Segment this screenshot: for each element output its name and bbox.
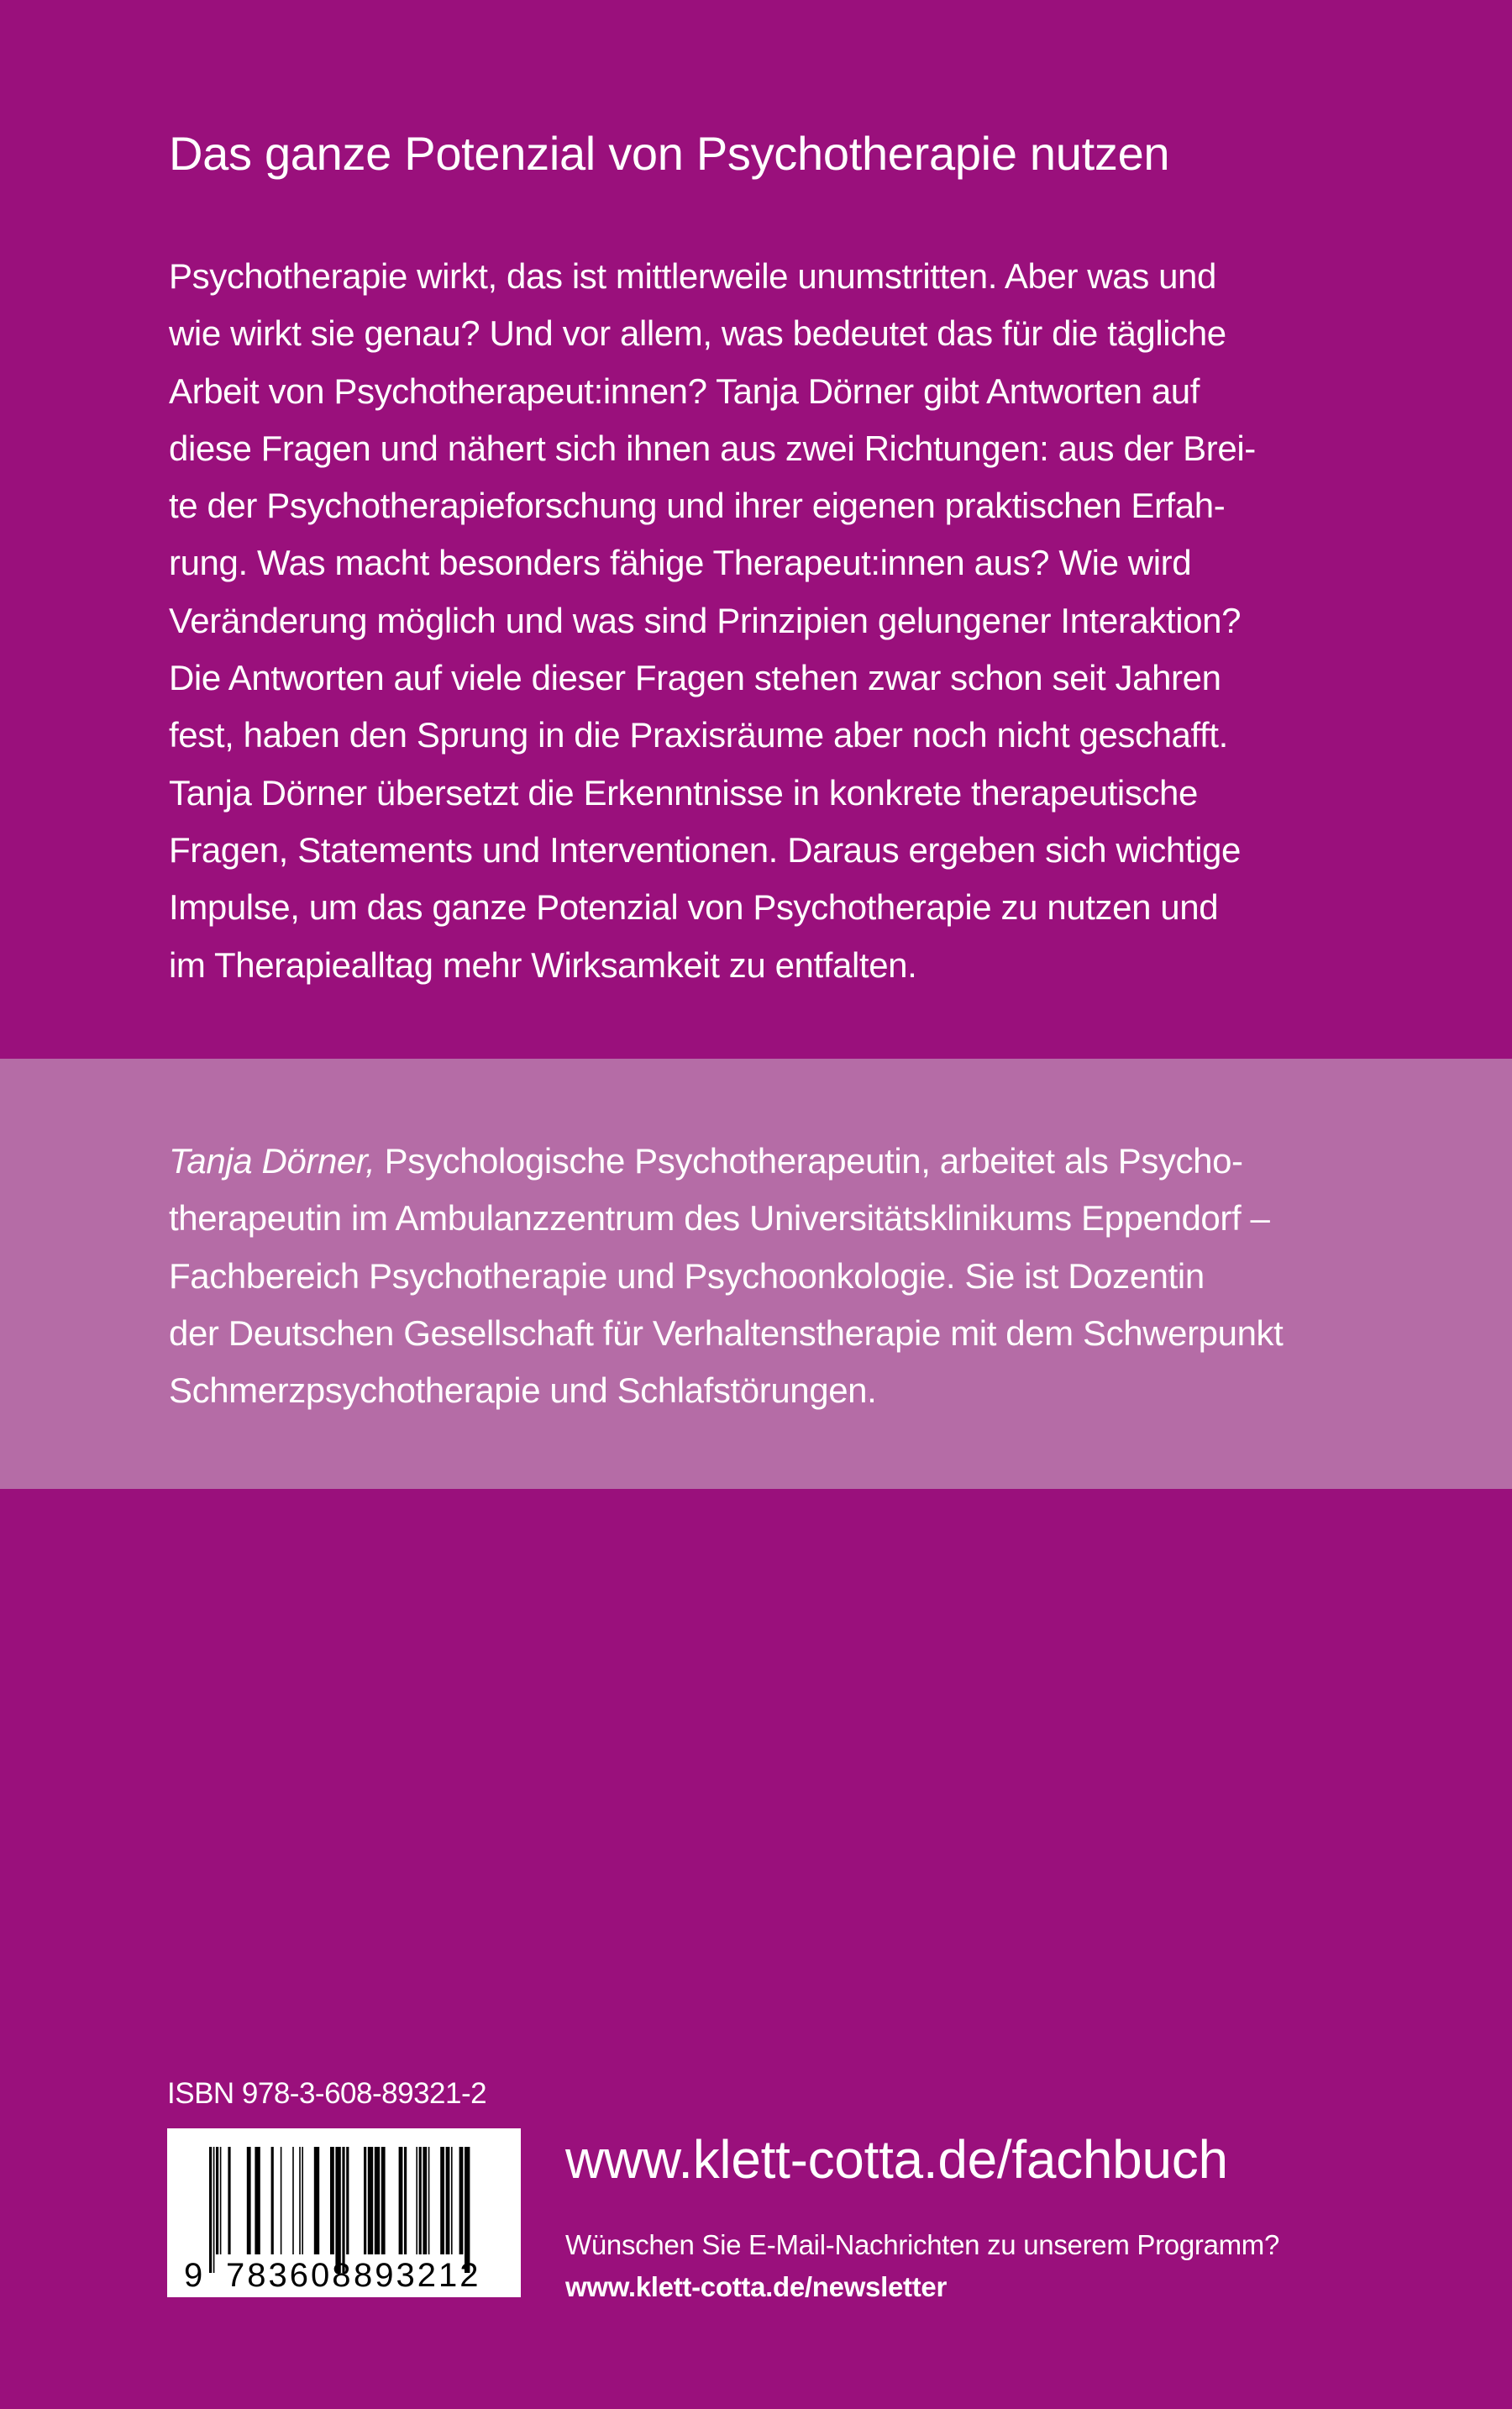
- isbn: ISBN 978-3-608-89321-2: [167, 2077, 487, 2110]
- barcode-bar: [465, 2147, 470, 2273]
- bio-line-rest: Psychologische Psychotherapeutin, arbeitet als Psycho-: [375, 1141, 1243, 1181]
- barcode-bar: [209, 2147, 212, 2273]
- barcode-bar: [342, 2147, 344, 2273]
- barcode-digits-group2: 893212: [354, 2257, 481, 2294]
- blurb-line: te der Psychotherapieforschung und ihrer eigenen praktischen Erfah-: [169, 486, 1226, 526]
- barcode-bar: [399, 2147, 403, 2254]
- blurb-line: wie wirkt sie genau? Und vor allem, was bedeutet das für die tägliche: [169, 313, 1226, 354]
- newsletter-question: Wünschen Sie E-Mail-Nachrichten zu unserem Programm?: [565, 2229, 1280, 2260]
- blurb-line: fest, haben den Sprung in die Praxisräume aber noch nicht geschafft.: [169, 715, 1228, 755]
- website-link[interactable]: www.klett-cotta.de/fachbuch: [565, 2129, 1228, 2190]
- barcode-bar: [419, 2147, 422, 2254]
- barcode-digits-group1: 783608: [226, 2257, 354, 2294]
- barcode-bar: [451, 2147, 453, 2254]
- barcode-bars: [167, 2128, 521, 2297]
- blurb-line: Fragen, Statements und Interventionen. Daraus ergeben sich wichtige: [169, 829, 1241, 870]
- barcode-bar: [299, 2147, 301, 2254]
- barcode-bar: [314, 2147, 319, 2254]
- author-name: Tanja Dörner,: [169, 1141, 375, 1181]
- bio-line: Fachbereich Psychotherapie und Psychoonkologie. Sie ist Dozentin: [169, 1255, 1205, 1296]
- barcode-bar: [302, 2147, 303, 2254]
- barcode-bar: [423, 2147, 427, 2254]
- barcode-bar: [381, 2147, 386, 2254]
- bio-line: Schmerzpsychotherapie und Schlafstörungen.: [169, 1370, 877, 1411]
- barcode-bar: [446, 2147, 450, 2254]
- blurb-line: Impulse, um das ganze Potenzial von Psychotherapie zu nutzen und: [169, 887, 1219, 928]
- barcode-bar: [228, 2147, 230, 2254]
- barcode-bar: [213, 2147, 215, 2273]
- barcode-bar: [404, 2147, 407, 2254]
- blurb-line: diese Fragen und nähert sich ihnen aus zwei Richtungen: aus der Brei-: [169, 428, 1256, 468]
- bio-line: [169, 1133, 1283, 1190]
- barcode-bar: [255, 2147, 260, 2254]
- bio-line: der Deutschen Gesellschaft für Verhaltenstherapie mit dem Schwerpunkt: [169, 1312, 1284, 1353]
- barcode-bar: [346, 2147, 349, 2254]
- barcode-bar: [271, 2147, 274, 2254]
- blurb-line: Die Antworten auf viele dieser Fragen stehen zwar schon seit Jahren: [169, 658, 1221, 698]
- blurb-line: Arbeit von Psychotherapeut:innen? Tanja Dörner gibt Antworten auf: [169, 371, 1200, 411]
- barcode-bar: [220, 2147, 222, 2254]
- blurb-line: Veränderung möglich und was sind Prinzipien gelungener Interaktion?: [169, 600, 1242, 640]
- newsletter-link[interactable]: www.klett-cotta.de/newsletter: [565, 2271, 948, 2302]
- headline: Das ganze Potenzial von Psychotherapie nutzen: [169, 127, 1170, 180]
- barcode-bar: [416, 2147, 417, 2254]
- bio-line: therapeutin im Ambulanzzentrum des Universitätsklinikums Eppendorf –: [169, 1198, 1270, 1239]
- barcode-bar: [375, 2147, 380, 2254]
- blurb-line: Psychotherapie wirkt, das ist mittlerweile unumstritten. Aber was und: [169, 256, 1216, 296]
- author-bio: [169, 1133, 1283, 1419]
- barcode-bar: [292, 2147, 294, 2254]
- barcode-digit-first: 9: [184, 2257, 206, 2294]
- barcode-bar: [459, 2147, 464, 2254]
- barcode-bar: [281, 2147, 282, 2254]
- barcode-bar: [216, 2147, 218, 2254]
- blurb-line: rung. Was macht besonders fähige Therapeut:innen aus? Wie wird: [169, 543, 1192, 583]
- barcode-bar: [440, 2147, 444, 2254]
- blurb-line: Tanja Dörner übersetzt die Erkenntnisse in konkrete therapeutische: [169, 772, 1198, 813]
- barcode-bar: [368, 2147, 373, 2254]
- barcode-bar: [247, 2147, 251, 2254]
- barcode-bar: [335, 2147, 340, 2273]
- barcode-bar: [364, 2147, 366, 2254]
- barcode-bar: [428, 2147, 430, 2254]
- barcode-bar: [330, 2147, 334, 2254]
- blurb-text: [169, 248, 1256, 994]
- blurb-line: im Therapiealltag mehr Wirksamkeit zu entfalten.: [169, 944, 917, 985]
- barcode: [167, 2128, 521, 2297]
